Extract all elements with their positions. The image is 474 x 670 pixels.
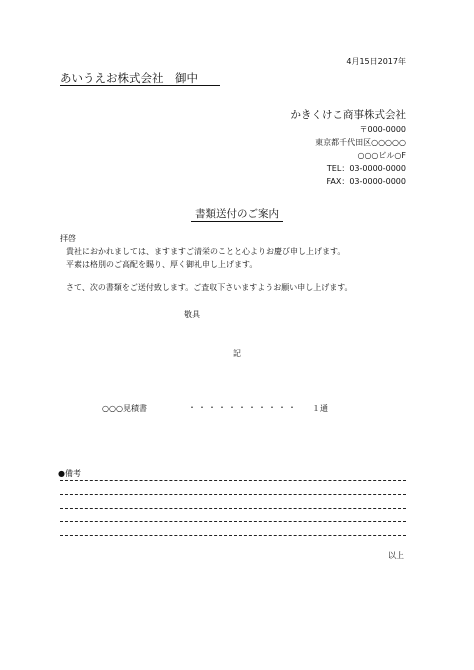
closing-keigu: 敬具: [184, 310, 200, 319]
remarks-line: [60, 535, 406, 536]
document-title: [0, 206, 474, 221]
greeting: 拝啓: [60, 234, 76, 243]
sender-fax: FAX：03-0000-0000: [326, 177, 406, 186]
document-date: 4月15日2017年: [346, 57, 406, 66]
sender-address-2: ○○○ビル○F: [357, 151, 406, 160]
sender-postal: 〒000-0000: [359, 125, 406, 134]
remarks-line: [60, 480, 406, 481]
remarks-label: ●備考: [58, 469, 81, 478]
sender-address-1: 東京都千代田区○○○○○: [315, 138, 406, 147]
sender-company: かきくけこ商事株式会社: [290, 109, 406, 121]
recipient-underline: [60, 85, 220, 86]
remarks-line: [60, 494, 406, 495]
recipient-name: あいうえお株式会社 御中: [60, 71, 198, 85]
ki-heading: 記: [233, 349, 241, 358]
enclosure-item-quantity: １通: [312, 404, 328, 413]
remarks-line: [60, 508, 406, 509]
enclosure-item-name: ○○○見積書: [102, 404, 147, 413]
closing-ijou: 以上: [388, 551, 404, 560]
enclosure-item-dots: ・・・・・・・・・・・: [188, 403, 298, 412]
remarks-line: [60, 521, 406, 522]
body-line-3: さて、次の書類をご送付致します。ご査収下さいますようお願い申し上げます。: [66, 283, 353, 292]
body-line-1: 貴社におかれましては、ますますご清栄のことと心よりお慶び申し上げます。: [66, 247, 346, 256]
document-title-text: 書類送付のご案内: [191, 208, 283, 222]
body-line-2: 平素は格別のご高配を賜り、厚く御礼申し上げます。: [66, 260, 258, 269]
sender-tel: TEL：03-0000-0000: [326, 164, 406, 173]
